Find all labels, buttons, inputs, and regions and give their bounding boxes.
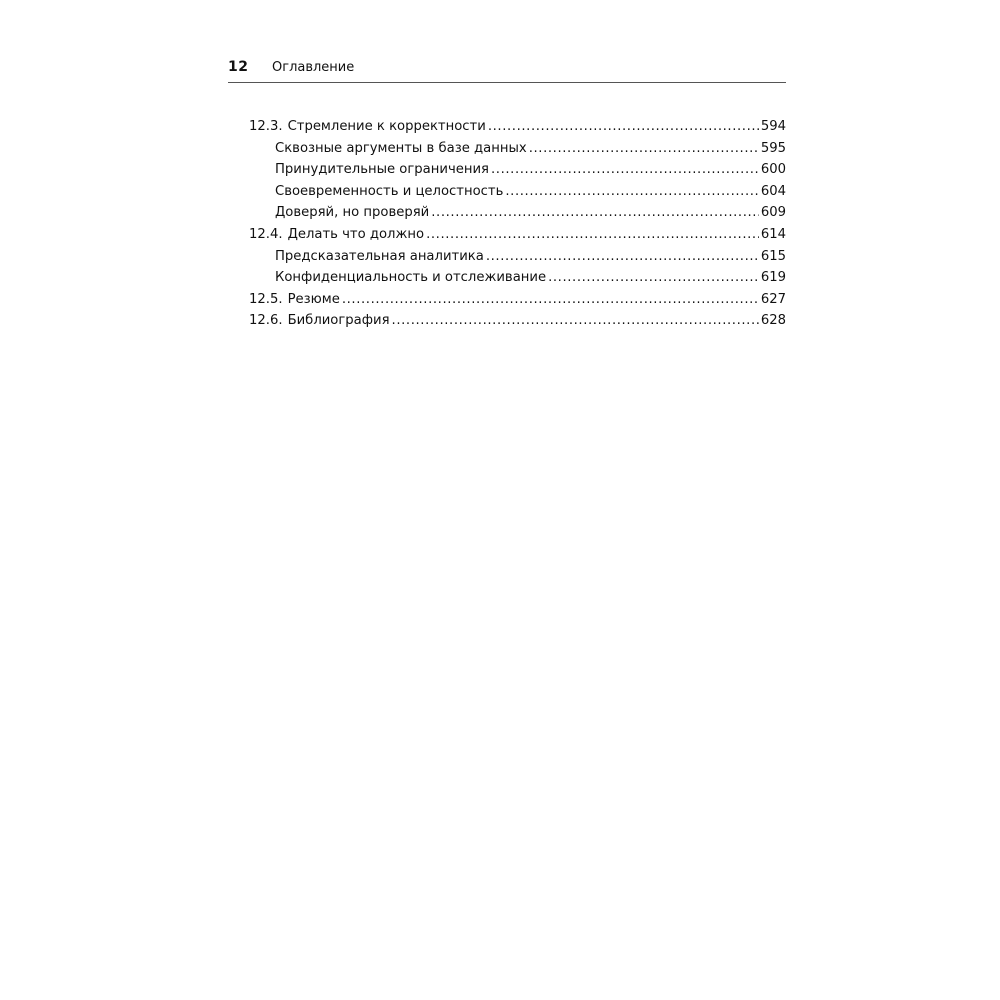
toc-entry-12-3[interactable] — [249, 116, 786, 138]
dot-leader — [342, 289, 759, 311]
toc-entry-number: 12.4. — [249, 226, 283, 242]
dot-leader — [486, 246, 759, 268]
toc-entry-page: 595 — [760, 140, 786, 156]
toc-entry-number: 12.5. — [249, 291, 283, 307]
toc-entry-title: Предсказательная аналитика — [275, 248, 484, 264]
toc-entry-page: 628 — [760, 313, 786, 329]
toc-entry-title: Принудительные ограничения — [275, 162, 489, 178]
toc-entry-enforcing-constraints[interactable] — [249, 159, 786, 181]
toc-entry-title: Своевременность и целостность — [275, 183, 504, 199]
toc-entry-title: Резюме — [287, 291, 340, 307]
toc-entry-number: 12.3. — [249, 119, 283, 134]
dot-leader — [488, 116, 759, 138]
table-of-contents — [249, 116, 786, 332]
page-number: 12 — [228, 59, 249, 75]
dot-leader — [548, 267, 759, 289]
toc-entry-page: 594 — [760, 119, 786, 134]
toc-entry-timeliness-integrity[interactable] — [249, 181, 786, 203]
toc-entry-title: Стремление к корректности — [287, 119, 486, 134]
toc-entry-page: 619 — [760, 270, 786, 286]
toc-entry-title: Доверяй, но проверяй — [275, 205, 430, 221]
toc-entry-page: 609 — [760, 205, 786, 221]
toc-entry-number: 12.6. — [249, 313, 283, 329]
dot-leader — [505, 181, 758, 203]
toc-entry-title: Делать что должно — [287, 226, 425, 242]
dot-leader — [431, 202, 759, 224]
dot-leader — [392, 310, 759, 332]
toc-entry-title: Конфиденциальность и отслеживание — [275, 270, 547, 286]
dot-leader — [529, 138, 759, 160]
toc-entry-page: 615 — [760, 248, 786, 264]
toc-entry-12-6[interactable] — [249, 310, 786, 332]
running-title: Оглавление — [272, 60, 355, 75]
page-header — [228, 58, 786, 83]
toc-entry-predictive-analytics[interactable] — [249, 246, 786, 268]
toc-entry-title: Сквозные аргументы в базе данных — [275, 140, 527, 156]
toc-entry-trust-but-verify[interactable] — [249, 202, 786, 224]
toc-entry-title: Библиография — [287, 313, 390, 329]
toc-entry-12-5[interactable] — [249, 289, 786, 311]
toc-entry-page: 614 — [760, 226, 786, 242]
toc-entry-page: 600 — [760, 162, 786, 178]
dot-leader — [426, 224, 759, 246]
toc-entry-end-to-end-arguments[interactable] — [249, 138, 786, 160]
dot-leader — [491, 159, 759, 181]
toc-entry-page: 604 — [760, 183, 786, 199]
toc-entry-12-4[interactable] — [249, 224, 786, 246]
toc-entry-page: 627 — [760, 291, 786, 307]
toc-entry-privacy-tracking[interactable] — [249, 267, 786, 289]
